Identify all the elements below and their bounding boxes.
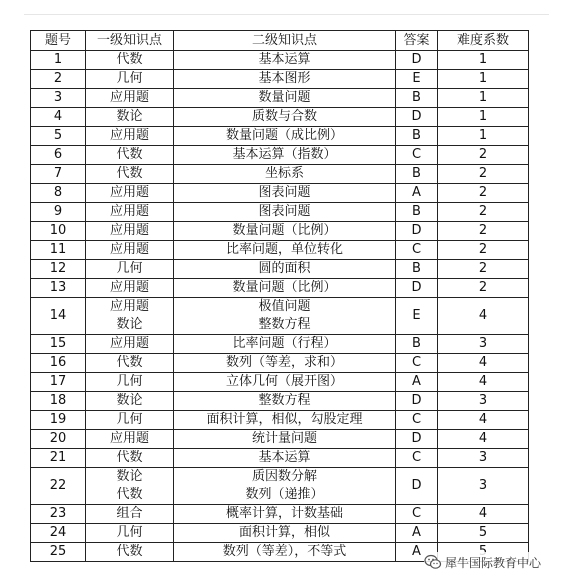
level1-topic-text: 应用题	[109, 204, 149, 219]
answer-cell: A	[396, 543, 438, 562]
difficulty-cell: 3	[438, 392, 529, 411]
table-row	[31, 222, 529, 241]
table-body	[31, 51, 529, 562]
question-number-cell: 15	[31, 335, 86, 354]
table-row	[31, 184, 529, 203]
level1-topic-text: 代数	[116, 487, 143, 502]
question-number-cell: 6	[31, 146, 86, 165]
table-row	[31, 203, 529, 222]
header-level1-topic: 一级知识点	[86, 31, 174, 51]
level2-topic-cell	[174, 524, 396, 543]
level2-topic-cell	[174, 505, 396, 524]
question-number-cell: 17	[31, 373, 86, 392]
level2-topic-cell	[174, 468, 396, 505]
question-number-cell: 8	[31, 184, 86, 203]
level1-topic-cell	[86, 449, 174, 468]
level2-topic-cell	[174, 108, 396, 127]
level2-topic-cell	[174, 241, 396, 260]
answer-cell: D	[396, 279, 438, 298]
answer-cell: B	[396, 260, 438, 279]
level1-topic-cell	[86, 298, 174, 335]
level1-topic-text: 应用题	[109, 431, 149, 446]
level2-topic-text: 数量问题（比例）	[232, 223, 337, 238]
table-row	[31, 373, 529, 392]
level2-topic-cell	[174, 203, 396, 222]
level1-topic-text: 代数	[116, 450, 143, 465]
level1-topic-cell	[86, 505, 174, 524]
level2-topic-text: 基本运算	[258, 450, 311, 465]
table-row	[31, 411, 529, 430]
answer-cell: D	[396, 108, 438, 127]
level2-topic-text: 概率计算，计数基础	[225, 506, 343, 521]
level2-topic-text: 面积计算，相似	[238, 525, 330, 540]
header-question-number: 题号	[31, 31, 86, 51]
answer-cell: C	[396, 146, 438, 165]
level2-topic-text: 质数与合数	[251, 109, 317, 124]
table-row	[31, 279, 529, 298]
level1-topic-text: 代数	[116, 52, 143, 67]
level2-topic-cell	[174, 260, 396, 279]
header-answer: 答案	[396, 31, 438, 51]
answer-cell: D	[396, 392, 438, 411]
question-number-cell: 22	[31, 468, 86, 505]
level2-topic-cell	[174, 298, 396, 335]
level2-topic-text: 坐标系	[264, 166, 304, 181]
question-number-cell: 13	[31, 279, 86, 298]
question-number-cell: 19	[31, 411, 86, 430]
level2-topic-text: 整数方程	[258, 317, 311, 332]
question-number-cell: 16	[31, 354, 86, 373]
header-difficulty: 难度系数	[438, 31, 529, 51]
level1-topic-cell	[86, 373, 174, 392]
level2-topic-text: 基本运算	[258, 52, 311, 67]
level1-topic-cell	[86, 260, 174, 279]
table-row	[31, 449, 529, 468]
level1-topic-cell	[86, 354, 174, 373]
knowledge-point-table	[30, 30, 529, 562]
difficulty-cell: 2	[438, 241, 529, 260]
difficulty-cell: 2	[438, 165, 529, 184]
answer-cell: B	[396, 335, 438, 354]
level1-topic-cell	[86, 222, 174, 241]
answer-cell: B	[396, 89, 438, 108]
table-row	[31, 392, 529, 411]
level1-topic-text: 应用题	[109, 242, 149, 257]
level2-topic-text: 基本图形	[258, 71, 311, 86]
top-divider	[24, 14, 549, 15]
level2-topic-cell	[174, 184, 396, 203]
level2-topic-cell	[174, 373, 396, 392]
answer-cell: E	[396, 70, 438, 89]
level1-topic-text: 应用题	[109, 299, 149, 314]
level2-topic-text: 数量问题（比例）	[232, 280, 337, 295]
table-row	[31, 241, 529, 260]
answer-cell: A	[396, 184, 438, 203]
table-row	[31, 108, 529, 127]
difficulty-cell: 4	[438, 354, 529, 373]
level1-topic-text: 应用题	[109, 280, 149, 295]
level1-topic-text: 代数	[116, 147, 143, 162]
level1-topic-cell	[86, 51, 174, 70]
question-number-cell: 20	[31, 430, 86, 449]
level1-topic-cell	[86, 127, 174, 146]
question-number-cell: 7	[31, 165, 86, 184]
level2-topic-text: 整数方程	[258, 393, 311, 408]
answer-cell: C	[396, 505, 438, 524]
wechat-account-watermark	[424, 552, 545, 572]
level1-topic-text: 代数	[116, 544, 143, 559]
level1-topic-text: 数论	[116, 469, 143, 484]
level1-topic-cell	[86, 392, 174, 411]
level1-topic-cell	[86, 543, 174, 562]
level1-topic-text: 应用题	[109, 223, 149, 238]
level2-topic-cell	[174, 165, 396, 184]
level1-topic-text: 代数	[116, 355, 143, 370]
question-number-cell: 14	[31, 298, 86, 335]
level1-topic-text: 数论	[116, 393, 143, 408]
level2-topic-text: 质因数分解	[251, 469, 317, 484]
level2-topic-cell	[174, 70, 396, 89]
answer-cell: B	[396, 127, 438, 146]
table-row	[31, 89, 529, 108]
answer-cell: C	[396, 241, 438, 260]
level1-topic-text: 组合	[116, 506, 143, 521]
answer-cell: C	[396, 449, 438, 468]
question-number-cell: 4	[31, 108, 86, 127]
level1-topic-cell	[86, 524, 174, 543]
level2-topic-cell	[174, 127, 396, 146]
question-number-cell: 21	[31, 449, 86, 468]
level2-topic-text: 数列（递推）	[245, 487, 324, 502]
level2-topic-cell	[174, 89, 396, 108]
difficulty-cell: 4	[438, 505, 529, 524]
level2-topic-text: 圆的面积	[258, 261, 311, 276]
level2-topic-text: 数列（等差），不等式	[222, 544, 347, 559]
level1-topic-cell	[86, 411, 174, 430]
difficulty-cell: 1	[438, 70, 529, 89]
table-row	[31, 524, 529, 543]
question-number-cell: 9	[31, 203, 86, 222]
level1-topic-text: 应用题	[109, 128, 149, 143]
answer-cell: C	[396, 411, 438, 430]
question-number-cell: 24	[31, 524, 86, 543]
difficulty-cell: 3	[438, 449, 529, 468]
header-level2-topic: 二级知识点	[174, 31, 396, 51]
difficulty-cell: 1	[438, 108, 529, 127]
table-header-row	[31, 31, 529, 51]
difficulty-cell: 4	[438, 411, 529, 430]
level1-topic-text: 数论	[116, 109, 143, 124]
answer-cell: D	[396, 468, 438, 505]
table-row	[31, 335, 529, 354]
level2-topic-cell	[174, 354, 396, 373]
difficulty-cell: 3	[438, 468, 529, 505]
level1-topic-text: 应用题	[109, 90, 149, 105]
difficulty-cell: 3	[438, 335, 529, 354]
level2-topic-cell	[174, 51, 396, 70]
question-number-cell: 10	[31, 222, 86, 241]
level1-topic-cell	[86, 279, 174, 298]
table-row	[31, 298, 529, 335]
level1-topic-text: 几何	[116, 71, 143, 86]
difficulty-cell: 2	[438, 279, 529, 298]
question-number-cell: 1	[31, 51, 86, 70]
level1-topic-cell	[86, 108, 174, 127]
question-number-cell: 11	[31, 241, 86, 260]
level1-topic-text: 应用题	[109, 336, 149, 351]
level1-topic-cell	[86, 430, 174, 449]
level2-topic-cell	[174, 411, 396, 430]
difficulty-cell: 2	[438, 260, 529, 279]
level1-topic-cell	[86, 184, 174, 203]
level1-topic-text: 数论	[116, 317, 143, 332]
level2-topic-text: 图表问题	[258, 185, 311, 200]
table-row	[31, 51, 529, 70]
level2-topic-cell	[174, 392, 396, 411]
table-row	[31, 468, 529, 505]
difficulty-cell: 1	[438, 127, 529, 146]
level2-topic-text: 数列（等差，求和）	[225, 355, 343, 370]
level1-topic-text: 几何	[116, 412, 143, 427]
level1-topic-cell	[86, 468, 174, 505]
level2-topic-cell	[174, 279, 396, 298]
difficulty-cell: 4	[438, 298, 529, 335]
question-number-cell: 18	[31, 392, 86, 411]
table-row	[31, 146, 529, 165]
level2-topic-text: 极值问题	[258, 299, 311, 314]
level1-topic-text: 应用题	[109, 185, 149, 200]
difficulty-cell: 2	[438, 146, 529, 165]
difficulty-cell: 1	[438, 51, 529, 70]
level2-topic-text: 图表问题	[258, 204, 311, 219]
level2-topic-cell	[174, 335, 396, 354]
table-row	[31, 260, 529, 279]
level1-topic-cell	[86, 70, 174, 89]
wechat-icon	[424, 553, 442, 571]
level2-topic-cell	[174, 430, 396, 449]
question-number-cell: 12	[31, 260, 86, 279]
table-row	[31, 430, 529, 449]
table-row	[31, 127, 529, 146]
level1-topic-cell	[86, 146, 174, 165]
difficulty-cell: 2	[438, 222, 529, 241]
level2-topic-text: 基本运算（指数）	[232, 147, 337, 162]
level2-topic-cell	[174, 543, 396, 562]
table-row	[31, 70, 529, 89]
question-number-cell: 23	[31, 505, 86, 524]
question-number-cell: 5	[31, 127, 86, 146]
difficulty-cell: 2	[438, 184, 529, 203]
question-number-cell: 25	[31, 543, 86, 562]
level1-topic-cell	[86, 165, 174, 184]
level1-topic-cell	[86, 203, 174, 222]
difficulty-cell: 4	[438, 373, 529, 392]
answer-cell: C	[396, 354, 438, 373]
answer-cell: D	[396, 51, 438, 70]
level2-topic-text: 面积计算，相似，勾股定理	[206, 412, 363, 427]
answer-cell: A	[396, 524, 438, 543]
answer-cell: B	[396, 165, 438, 184]
level1-topic-text: 代数	[116, 166, 143, 181]
answer-cell: D	[396, 430, 438, 449]
level1-topic-cell	[86, 335, 174, 354]
answer-cell: A	[396, 373, 438, 392]
level2-topic-text: 统计量问题	[251, 431, 317, 446]
level1-topic-cell	[86, 89, 174, 108]
difficulty-cell: 5	[438, 524, 529, 543]
level2-topic-text: 比率问题（行程）	[232, 336, 337, 351]
difficulty-cell: 1	[438, 89, 529, 108]
answer-cell: D	[396, 222, 438, 241]
level2-topic-text: 立体几何（展开图）	[225, 374, 343, 389]
table-row	[31, 354, 529, 373]
difficulty-cell: 4	[438, 430, 529, 449]
level2-topic-text: 数量问题	[258, 90, 311, 105]
level1-topic-cell	[86, 241, 174, 260]
level2-topic-text: 数量问题（成比例）	[225, 128, 343, 143]
level1-topic-text: 几何	[116, 261, 143, 276]
question-number-cell: 3	[31, 89, 86, 108]
level1-topic-text: 几何	[116, 374, 143, 389]
answer-cell: E	[396, 298, 438, 335]
table-row	[31, 165, 529, 184]
level2-topic-cell	[174, 449, 396, 468]
question-number-cell: 2	[31, 70, 86, 89]
table-row	[31, 505, 529, 524]
answer-cell: B	[396, 203, 438, 222]
watermark-text: 犀牛国际教育中心	[445, 555, 542, 570]
level1-topic-text: 几何	[116, 525, 143, 540]
difficulty-cell: 2	[438, 203, 529, 222]
level2-topic-cell	[174, 146, 396, 165]
level2-topic-text: 比率问题，单位转化	[225, 242, 343, 257]
level2-topic-cell	[174, 222, 396, 241]
